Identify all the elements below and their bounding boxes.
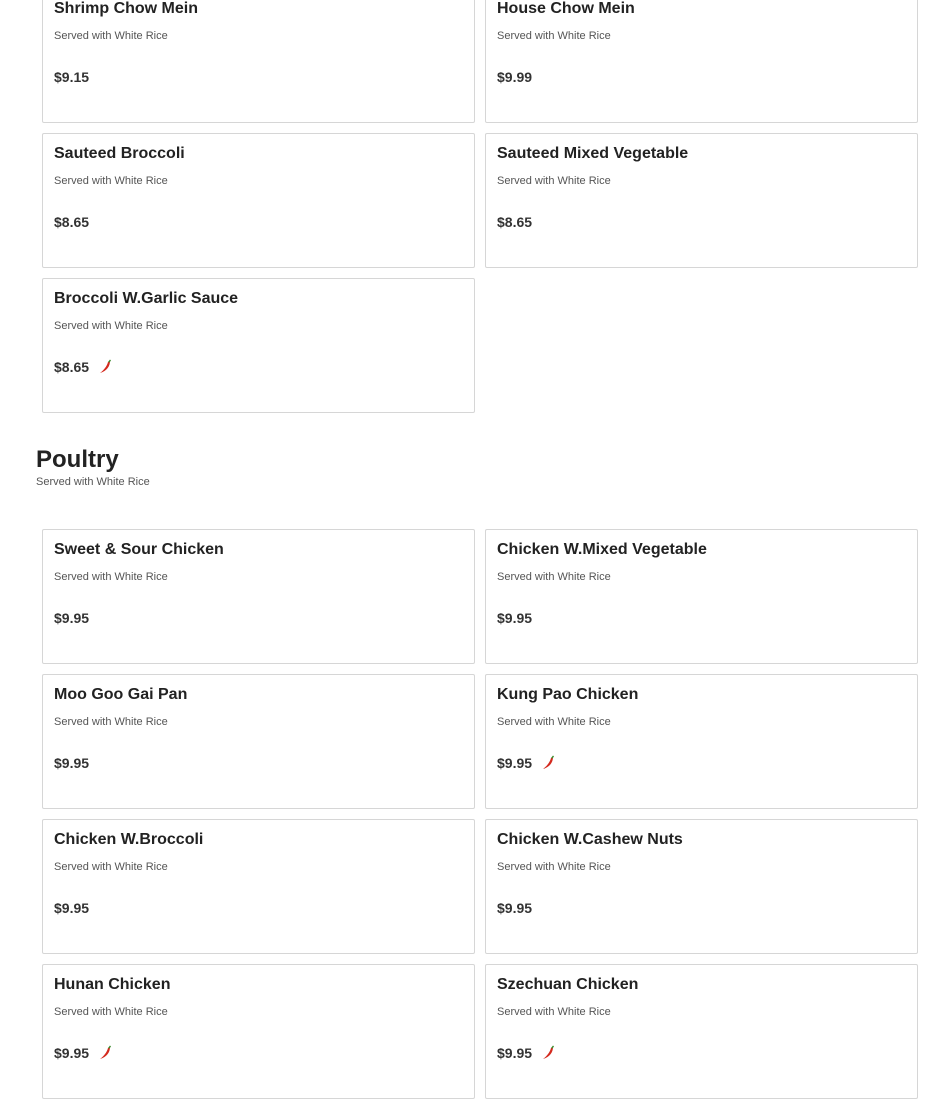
menu-item-description: Served with White Rice (54, 320, 168, 332)
menu-item-card[interactable] (42, 819, 475, 954)
menu-item-price: $9.95 (497, 1045, 533, 1061)
menu-item-card[interactable] (42, 964, 475, 1099)
menu-item-name: Moo Goo Gai Pan (54, 686, 188, 703)
menu-item-name: Sauteed Broccoli (54, 145, 185, 162)
menu-item-name: Hunan Chicken (54, 976, 171, 993)
menu-item-name: Szechuan Chicken (497, 976, 639, 993)
menu-item-card[interactable] (485, 0, 918, 123)
chili-pepper-icon (98, 359, 112, 375)
price-row (54, 69, 89, 85)
menu-item-card[interactable] (42, 0, 475, 123)
menu-item-price: $9.95 (54, 1045, 90, 1061)
price-row (54, 359, 112, 375)
menu-item-name: Kung Pao Chicken (497, 686, 639, 703)
menu-item-price: $9.95 (54, 610, 90, 626)
menu-item-name: Broccoli W.Garlic Sauce (54, 290, 239, 307)
menu-item-price: $9.99 (497, 69, 533, 85)
menu-item-price: $9.95 (497, 900, 533, 916)
menu-item-description: Served with White Rice (54, 1006, 168, 1018)
menu-item-price: $8.65 (54, 359, 90, 375)
menu-item-name: Sweet & Sour Chicken (54, 541, 224, 558)
price-row (497, 214, 532, 230)
menu-item-card[interactable] (485, 964, 918, 1099)
menu-item-description: Served with White Rice (54, 175, 168, 187)
price-row (497, 1045, 555, 1061)
menu-item-name: Shrimp Chow Mein (54, 0, 198, 17)
menu-item-description: Served with White Rice (497, 571, 611, 583)
menu-item-price: $9.15 (54, 69, 90, 85)
menu-item-description: Served with White Rice (54, 716, 168, 728)
menu-item-description: Served with White Rice (497, 30, 611, 42)
menu-item-description: Served with White Rice (54, 571, 168, 583)
price-row (497, 755, 555, 771)
chili-pepper-icon (98, 1045, 112, 1061)
section-title: Poultry (36, 446, 119, 473)
menu-item-card[interactable] (485, 674, 918, 809)
menu-item-description: Served with White Rice (54, 30, 168, 42)
menu-item-description: Served with White Rice (497, 716, 611, 728)
menu-item-card[interactable] (42, 674, 475, 809)
menu-item-card[interactable] (42, 278, 475, 413)
price-row (54, 610, 89, 626)
menu-item-name: Sauteed Mixed Vegetable (497, 145, 689, 162)
menu-item-card[interactable] (485, 529, 918, 664)
menu-item-description: Served with White Rice (497, 1006, 611, 1018)
menu-item-price: $8.65 (497, 214, 533, 230)
price-row (54, 755, 89, 771)
menu-item-description: Served with White Rice (54, 861, 168, 873)
menu-item-description: Served with White Rice (497, 175, 611, 187)
chili-pepper-icon (541, 755, 555, 771)
menu-item-card[interactable] (42, 529, 475, 664)
menu-item-name: Chicken W.Cashew Nuts (497, 831, 683, 848)
menu-item-name: Chicken W.Broccoli (54, 831, 204, 848)
menu-item-name: Chicken W.Mixed Vegetable (497, 541, 707, 558)
price-row (497, 900, 532, 916)
price-row (54, 1045, 112, 1061)
price-row (497, 610, 532, 626)
menu-item-card[interactable] (42, 133, 475, 268)
menu-item-price: $9.95 (497, 610, 533, 626)
menu-item-card[interactable] (485, 133, 918, 268)
menu-item-name: House Chow Mein (497, 0, 635, 17)
menu-item-price: $9.95 (54, 755, 90, 771)
chili-pepper-icon (541, 1045, 555, 1061)
menu-item-price: $9.95 (497, 755, 533, 771)
price-row (54, 900, 89, 916)
menu-item-card[interactable] (485, 819, 918, 954)
menu-item-price: $9.95 (54, 900, 90, 916)
menu-item-price: $8.65 (54, 214, 90, 230)
section-subtitle: Served with White Rice (36, 476, 150, 488)
menu-item-description: Served with White Rice (497, 861, 611, 873)
price-row (54, 214, 89, 230)
price-row (497, 69, 532, 85)
